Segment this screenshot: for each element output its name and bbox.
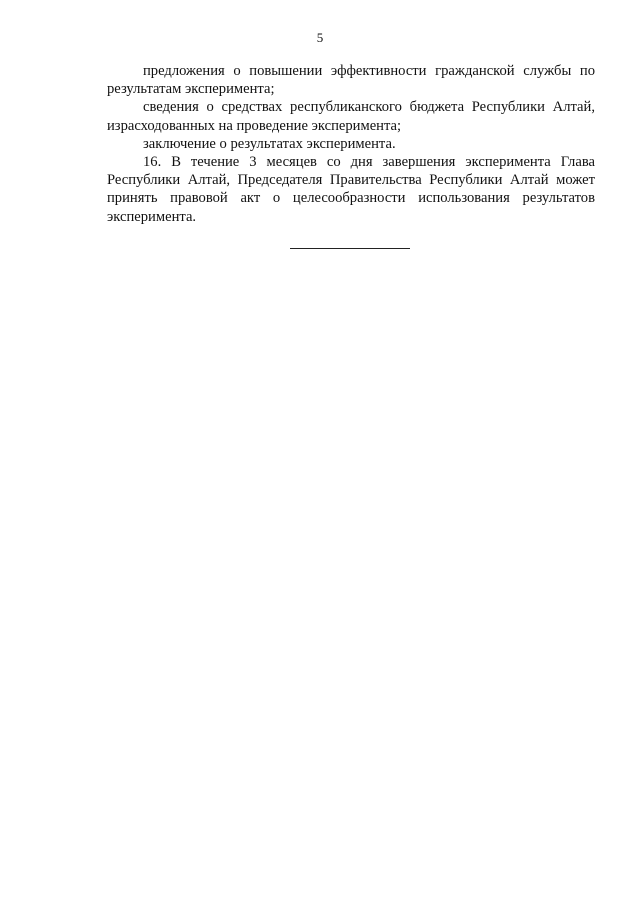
document-body (107, 62, 595, 226)
closing-divider (290, 248, 410, 249)
paragraph-proposals: предложения о повышении эффективности гражданской службы по результатам эксперимента; (107, 63, 595, 98)
page-number: 5 (316, 30, 324, 45)
paragraph-item-16: 16. В течение 3 месяцев со дня завершения эксперимента Глава Республики Алтай, Председателя Правительства Республики Алтай может принять правовой акт о целесообразности использования результатов эксперимента. (107, 154, 595, 225)
paragraph-conclusion: заключение о результатах эксперимента. (143, 135, 396, 152)
paragraph-budget-spending: сведения о средствах республиканского бюджета Республики Алтай, израсходованных на проведение эксперимента; (107, 99, 595, 134)
